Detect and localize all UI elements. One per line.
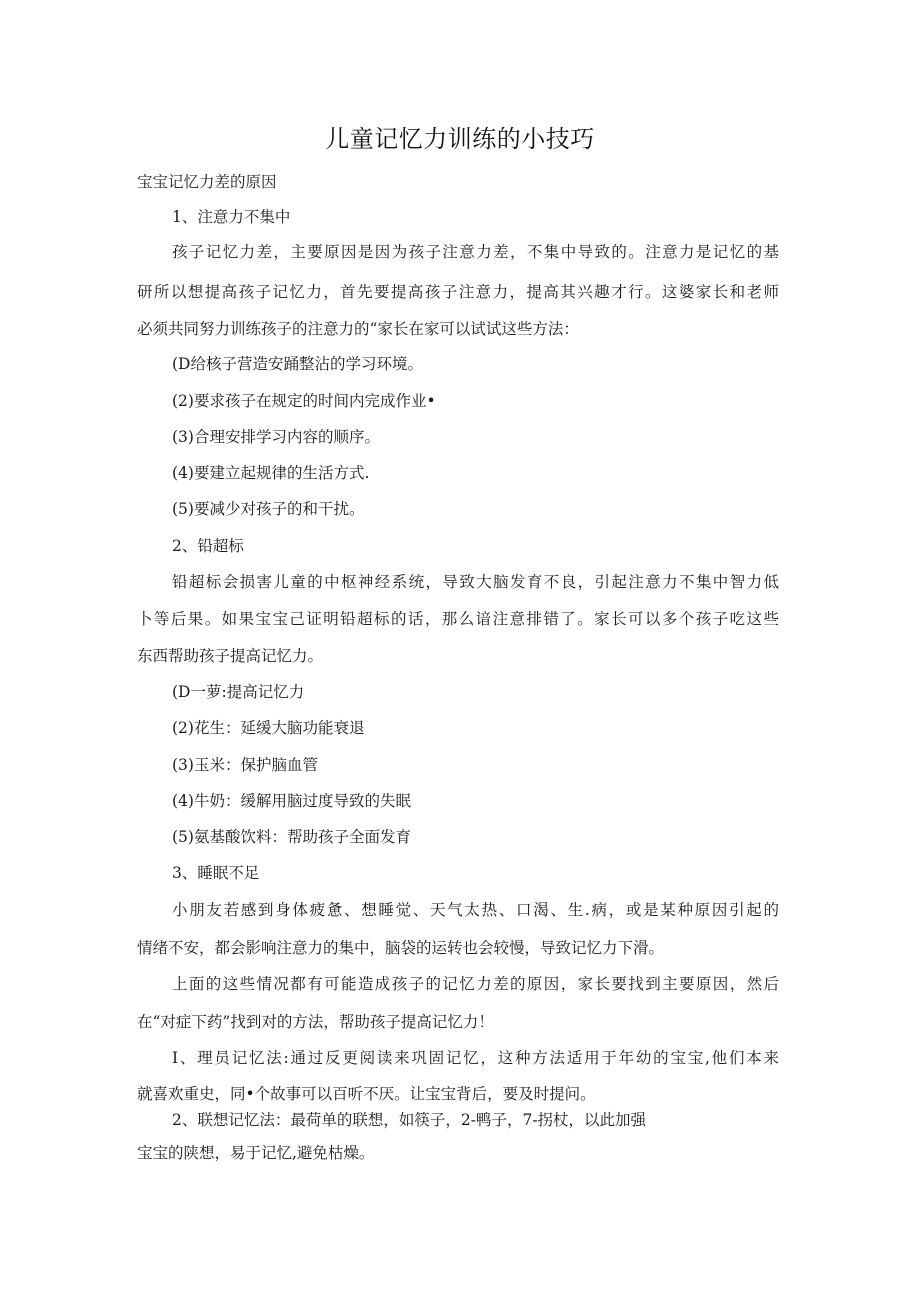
list-item: (4)要建立起规律的生活方式.	[172, 464, 370, 482]
paragraph-line: 卜等后果。如果宝宝己证明铅超标的话，那么谙注意排错了。家长可以多个孩子吃这些	[137, 610, 779, 628]
paragraph-line: 研所以想提高孩子记忆力，首先要提高孩子注意力，提高其兴趣才行。这婆家长和老师	[137, 283, 779, 301]
paragraph-line: 上面的这些情况都有可能造成孩子的记忆力差的原因，家长要找到主要原因，然后	[172, 975, 779, 993]
list-item: (D给核子营造安踊整沾的学习环境。	[172, 355, 423, 373]
paragraph-line: 情绪不安，都会影响注意力的集中，脑袋的运转也会较慢，导致记忆力下滑。	[137, 939, 665, 957]
list-item: (2)花生：延缓大脑功能衰退	[172, 719, 365, 737]
list-item: (2)要求孩子在规定的时间内完成作业•	[172, 392, 436, 410]
subsection-heading: 3、睡眠不足	[172, 864, 260, 882]
list-item: (5)要减少对孩子的和干扰。	[172, 500, 365, 518]
paragraph-line: 2、联想记忆法：最荷单的联想，如筷子，2-鸭子，7-拐杖，以此加强	[172, 1111, 647, 1129]
list-item: (4)牛奶：缓解用脑过度导致的失眠	[172, 792, 411, 810]
paragraph-line: 小朋友若感到身体疲惫、想睡觉、天气太热、口渴、生.病，或是某种原因引起的	[172, 901, 779, 919]
list-item: (D一萝:提高记忆力	[172, 683, 305, 701]
subsection-heading: 1、注意力不集中	[172, 208, 291, 226]
subsection-heading: 2、铅超标	[172, 537, 244, 555]
document-title: 儿童记忆力训练的小技巧	[325, 125, 595, 153]
paragraph-line: 宝宝的陕想，易于记忆,避免枯燥。	[137, 1144, 375, 1162]
paragraph-line: 孩子记忆力差，主要原因是因为孩子注意力差，不集中导致的。注意力是记忆的基	[172, 243, 779, 261]
paragraph-line: I、理员记忆法:通过反更阅读来巩固记忆，这种方法适用于年幼的宝宝,他们本来	[172, 1049, 779, 1067]
list-item: (5)氨基酸饮料：帮助孩子全面发育	[172, 828, 411, 846]
paragraph-line: 在“对症下药”找到对的方法，帮助孩子提高记忆力！	[137, 1013, 494, 1031]
paragraph-line: 就喜欢重史，同•个故事可以百听不厌。让宝宝背后，要及时提问。	[137, 1085, 596, 1103]
paragraph-line: 东西帮助孩子提高记忆力。	[137, 647, 324, 665]
paragraph-line: 铅超标会损害儿童的中枢神经系统，导致大脑发育不良，引起注意力不集中智力低	[172, 573, 779, 591]
paragraph-line: 必须共同努力训练孩子的注意力的“家长在家可以试试这些方法：	[137, 320, 579, 338]
section-heading: 宝宝记忆力差的原因	[137, 173, 277, 191]
list-item: (3)合理安排学习内容的顺序。	[172, 428, 380, 446]
list-item: (3)玉米：保护脑血管	[172, 756, 318, 774]
